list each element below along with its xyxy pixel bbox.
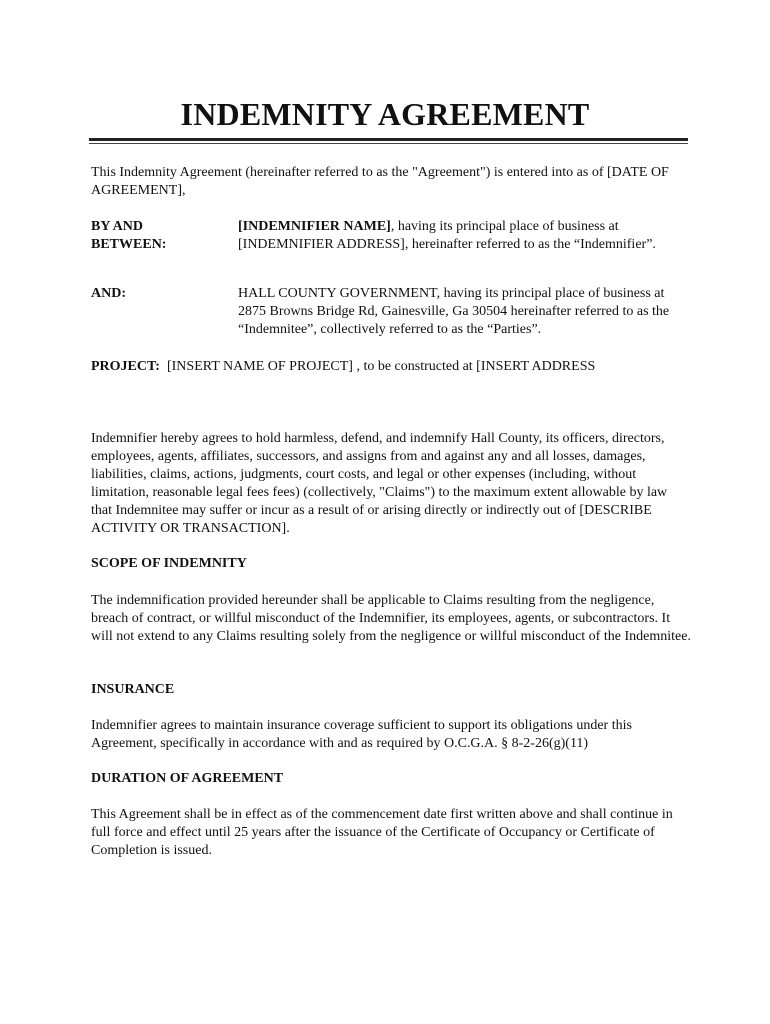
indemnifier-description: , having its principal place of business at [INDEMNIFIER ADDRESS], hereinafter referred to as the “Indemnifier”. xyxy=(238,219,656,252)
title-rule-thick xyxy=(89,138,688,141)
indemnitee-party: HALL COUNTY GOVERNMENT, having its principal place of business at 2875 Browns Bridge Rd, Gainesville, Ga 30504 hereinafter referred to as the “Indemnitee”, collectively referred to as the “Parties”. xyxy=(238,286,670,337)
indemnifier-name: [INDEMNIFIER NAME] xyxy=(238,219,391,234)
indemnity-paragraph: Indemnifier hereby agrees to hold harmless, defend, and indemnify Hall County, its officers, directors, employees, agents, affiliates, successors, and assigns from and against any and all losses, damages, liabilities, claims, actions, judgments, court costs, and legal or other expenses (including, without limitation, reasonable legal fees fees) (collectively, "Claims") to the maximum extent allowable by law that Indemnitee may suffer or incur as a result of or arising directly or indirectly out of [DESCRIBE ACTIVITY OR TRANSACTION]. xyxy=(91,431,668,536)
title-rule-thin xyxy=(89,143,688,144)
duration-paragraph: This Agreement shall be in effect as of the commencement date first written above and shall continue in full force and effect until 25 years after the issuance of the Certificate of Occupancy or Certificate of Completion is issued. xyxy=(91,807,673,858)
scope-paragraph: The indemnification provided hereunder shall be applicable to Claims resulting from the negligence, breach of contract, or willful misconduct of the Indemnifier, its employees, agents, or subcontractors. It will not extend to any Claims resulting solely from the negligence or willful misconduct of the Indemnitee. xyxy=(91,593,691,644)
project-text: [INSERT NAME OF PROJECT] , to be constructed at [INSERT ADDRESS xyxy=(166,359,596,374)
intro-paragraph: This Indemnity Agreement (hereinafter referred to as the "Agreement") is entered into as of [DATE OF AGREEMENT], xyxy=(91,165,669,198)
scope-heading: SCOPE OF INDEMNITY xyxy=(91,556,247,571)
project-label: PROJECT: xyxy=(91,359,160,374)
insurance-paragraph: Indemnifier agrees to maintain insurance coverage sufficient to support its obligations under this Agreement, specifically in accordance with and as required by O.C.G.A. § 8-2-26(g)(11) xyxy=(91,718,632,751)
indemnifier-party xyxy=(238,218,688,254)
by-and-label-line1: BY AND xyxy=(91,219,143,234)
and-label: AND: xyxy=(91,286,126,301)
project-line xyxy=(91,358,691,376)
duration-heading: DURATION OF AGREEMENT xyxy=(91,771,284,786)
document-title: INDEMNITY AGREEMENT xyxy=(180,96,590,132)
by-and-label xyxy=(91,218,231,254)
by-and-label-line2: BETWEEN: xyxy=(91,237,167,252)
insurance-heading: INSURANCE xyxy=(91,682,175,697)
